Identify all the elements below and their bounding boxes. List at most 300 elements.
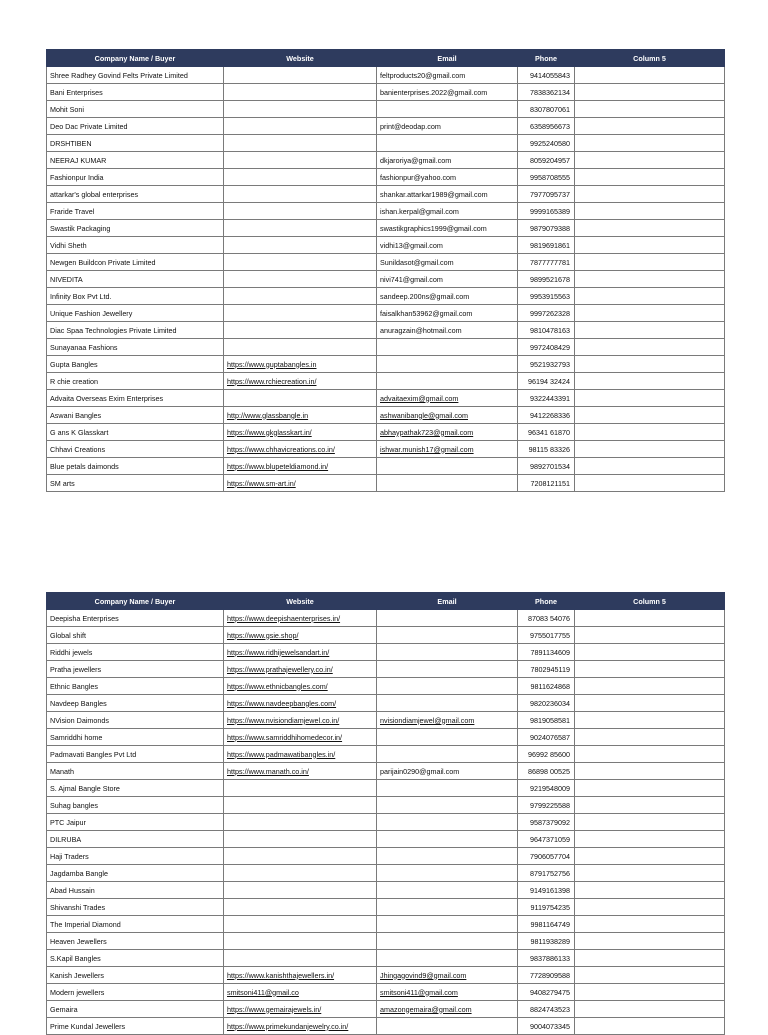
company-cell: DILRUBA [47, 831, 224, 848]
header-column-5: Column 5 [575, 50, 725, 67]
website-cell [224, 67, 377, 84]
phone-cell: 9521932793 [518, 356, 575, 373]
email-cell: anuragzain@hotmail.com [377, 322, 518, 339]
email-cell [377, 746, 518, 763]
column-5-cell [575, 441, 725, 458]
email-cell: fashionpur@yahoo.com [377, 169, 518, 186]
phone-cell: 9004073345 [518, 1018, 575, 1035]
header-phone: Phone [518, 593, 575, 610]
company-cell: Abad Hussain [47, 882, 224, 899]
company-cell: S.Kapil Bangles [47, 950, 224, 967]
email-cell [377, 101, 518, 118]
header-website: Website [224, 50, 377, 67]
table-row [47, 712, 725, 729]
phone-cell: 9414055843 [518, 67, 575, 84]
phone-cell: 98115 83326 [518, 441, 575, 458]
website-cell [224, 848, 377, 865]
column-5-cell [575, 712, 725, 729]
company-cell: Jagdamba Bangle [47, 865, 224, 882]
phone-cell: 9024076587 [518, 729, 575, 746]
website-cell[interactable]: https://www.rchiecreation.in/ [224, 373, 377, 390]
column-5-cell [575, 1001, 725, 1018]
column-5-cell [575, 254, 725, 271]
company-cell: Vidhi Sheth [47, 237, 224, 254]
column-5-cell [575, 678, 725, 695]
phone-cell: 7877777781 [518, 254, 575, 271]
email-cell [377, 831, 518, 848]
email-cell[interactable]: ishwar.munish17@gmail.com [377, 441, 518, 458]
email-cell[interactable]: nvisiondiamjewel@gmail.com [377, 712, 518, 729]
column-5-cell [575, 899, 725, 916]
table-row [47, 424, 725, 441]
website-cell[interactable]: smitsoni411@gmail.co [224, 984, 377, 1001]
column-5-cell [575, 458, 725, 475]
website-cell [224, 118, 377, 135]
header-email: Email [377, 50, 518, 67]
table-row [47, 441, 725, 458]
company-cell: Fraride Travel [47, 203, 224, 220]
column-5-cell [575, 780, 725, 797]
column-5-cell [575, 373, 725, 390]
company-cell: PTC Jaipur [47, 814, 224, 831]
phone-cell: 9412268336 [518, 407, 575, 424]
table-row [47, 678, 725, 695]
table-row [47, 220, 725, 237]
column-5-cell [575, 882, 725, 899]
email-cell: nivi741@gmail.com [377, 271, 518, 288]
header-column-5: Column 5 [575, 593, 725, 610]
website-cell[interactable]: https://www.ridhijewelsandart.in/ [224, 644, 377, 661]
company-cell: Diac Spaa Technologies Private Limited [47, 322, 224, 339]
column-5-cell [575, 101, 725, 118]
email-cell [377, 627, 518, 644]
company-cell: NIVEDITA [47, 271, 224, 288]
column-5-cell [575, 797, 725, 814]
website-cell [224, 169, 377, 186]
table-row [47, 271, 725, 288]
phone-cell: 9119754235 [518, 899, 575, 916]
email-cell [377, 135, 518, 152]
company-cell: S. Ajmal Bangle Store [47, 780, 224, 797]
phone-cell: 7906057704 [518, 848, 575, 865]
email-cell: faisalkhan53962@gmail.com [377, 305, 518, 322]
column-5-cell [575, 695, 725, 712]
company-cell: Newgen Buildcon Private Limited [47, 254, 224, 271]
website-cell[interactable]: https://www.gkglasskart.in/ [224, 424, 377, 441]
company-cell: Unique Fashion Jewellery [47, 305, 224, 322]
phone-cell: 86898 00525 [518, 763, 575, 780]
website-cell [224, 288, 377, 305]
website-cell[interactable]: https://www.deepishaenterprises.in/ [224, 610, 377, 627]
website-cell [224, 237, 377, 254]
column-5-cell [575, 1018, 725, 1035]
company-cell: Suhag bangles [47, 797, 224, 814]
company-cell: NVision Daimonds [47, 712, 224, 729]
column-5-cell [575, 305, 725, 322]
phone-cell: 9322443391 [518, 390, 575, 407]
phone-cell: 8059204957 [518, 152, 575, 169]
website-cell [224, 135, 377, 152]
website-cell [224, 916, 377, 933]
company-cell: Heaven Jewellers [47, 933, 224, 950]
table-row [47, 627, 725, 644]
email-cell [377, 933, 518, 950]
column-5-cell [575, 424, 725, 441]
company-cell: DRSHTIBEN [47, 135, 224, 152]
email-cell [377, 780, 518, 797]
column-5-cell [575, 848, 725, 865]
company-cell: attarkar's global enterprises [47, 186, 224, 203]
phone-cell: 9219548009 [518, 780, 575, 797]
email-cell [377, 356, 518, 373]
phone-cell: 7728909588 [518, 967, 575, 984]
table-row [47, 373, 725, 390]
column-5-cell [575, 186, 725, 203]
table-row [47, 729, 725, 746]
company-cell: Global shift [47, 627, 224, 644]
table-row [47, 322, 725, 339]
email-cell: print@deodap.com [377, 118, 518, 135]
column-5-cell [575, 831, 725, 848]
website-cell[interactable]: https://www.sm-art.in/ [224, 475, 377, 492]
company-cell: Swastik Packaging [47, 220, 224, 237]
website-cell [224, 882, 377, 899]
website-cell [224, 797, 377, 814]
table-row [47, 475, 725, 492]
table-row [47, 865, 725, 882]
phone-cell: 9810478163 [518, 322, 575, 339]
phone-cell: 6358956673 [518, 118, 575, 135]
website-cell [224, 271, 377, 288]
phone-cell: 87083 54076 [518, 610, 575, 627]
email-cell[interactable]: ashwanibangle@gmail.com [377, 407, 518, 424]
table-row [47, 186, 725, 203]
company-cell: Ethnic Bangles [47, 678, 224, 695]
website-cell [224, 220, 377, 237]
column-5-cell [575, 763, 725, 780]
website-cell[interactable]: https://www.gemairajewels.in/ [224, 1001, 377, 1018]
website-cell [224, 322, 377, 339]
phone-cell: 9811624868 [518, 678, 575, 695]
column-5-cell [575, 203, 725, 220]
company-cell: Prime Kundal Jewellers [47, 1018, 224, 1035]
table-row [47, 848, 725, 865]
table-row [47, 746, 725, 763]
phone-cell: 9819691861 [518, 237, 575, 254]
phone-cell: 9408279475 [518, 984, 575, 1001]
table-row [47, 916, 725, 933]
email-cell: feltproducts20@gmail.com [377, 67, 518, 84]
table-row [47, 67, 725, 84]
company-cell: Samriddhi home [47, 729, 224, 746]
column-5-cell [575, 729, 725, 746]
company-cell: Mohit Soni [47, 101, 224, 118]
company-cell: Pratha jewellers [47, 661, 224, 678]
website-cell [224, 814, 377, 831]
email-cell: swastikgraphics1999@gmail.com [377, 220, 518, 237]
table-row [47, 84, 725, 101]
website-cell [224, 101, 377, 118]
email-cell[interactable]: smitsoni411@gmail.com [377, 984, 518, 1001]
table-row [47, 390, 725, 407]
phone-cell: 8824743523 [518, 1001, 575, 1018]
email-cell [377, 373, 518, 390]
website-cell[interactable]: https://www.guptabangles.in [224, 356, 377, 373]
column-5-cell [575, 220, 725, 237]
email-cell[interactable]: Jhingagovind9@gmail.com [377, 967, 518, 984]
column-5-cell [575, 610, 725, 627]
column-5-cell [575, 237, 725, 254]
company-cell: Kanish Jewellers [47, 967, 224, 984]
phone-cell: 9997262328 [518, 305, 575, 322]
table-row [47, 882, 725, 899]
contacts-table-2 [46, 592, 725, 1035]
phone-cell: 9981164749 [518, 916, 575, 933]
column-5-cell [575, 916, 725, 933]
company-cell: SM arts [47, 475, 224, 492]
phone-cell: 9799225588 [518, 797, 575, 814]
table-row [47, 288, 725, 305]
header-row [47, 50, 725, 67]
table-row [47, 339, 725, 356]
email-cell [377, 644, 518, 661]
company-cell: G ans K Glasskart [47, 424, 224, 441]
table-row [47, 305, 725, 322]
table-row [47, 831, 725, 848]
phone-cell: 7977095737 [518, 186, 575, 203]
email-cell [377, 610, 518, 627]
phone-cell: 9837886133 [518, 950, 575, 967]
email-cell: parijain0290@gmail.com [377, 763, 518, 780]
column-5-cell [575, 271, 725, 288]
header-company: Company Name / Buyer [47, 50, 224, 67]
company-cell: Fashionpur India [47, 169, 224, 186]
header-company: Company Name / Buyer [47, 593, 224, 610]
phone-cell: 96992 85600 [518, 746, 575, 763]
phone-cell: 7891134609 [518, 644, 575, 661]
table-row [47, 118, 725, 135]
table-row [47, 933, 725, 950]
column-5-cell [575, 644, 725, 661]
table-row [47, 967, 725, 984]
website-cell [224, 831, 377, 848]
table-row [47, 814, 725, 831]
website-cell [224, 950, 377, 967]
table-row [47, 203, 725, 220]
website-cell[interactable]: https://www.samriddhihomedecor.in/ [224, 729, 377, 746]
table-row [47, 356, 725, 373]
website-cell [224, 780, 377, 797]
website-cell [224, 339, 377, 356]
phone-cell: 9899521678 [518, 271, 575, 288]
email-cell [377, 339, 518, 356]
table-row [47, 152, 725, 169]
email-cell: ishan.kerpal@gmail.com [377, 203, 518, 220]
company-cell: Aswani Bangles [47, 407, 224, 424]
table-row [47, 169, 725, 186]
email-cell[interactable]: abhaypathak723@gmail.com [377, 424, 518, 441]
website-cell[interactable]: https://www.chhavicreations.co.in/ [224, 441, 377, 458]
website-cell[interactable]: https://www.prathajewellery.co.in/ [224, 661, 377, 678]
column-5-cell [575, 118, 725, 135]
company-cell: Chhavi Creations [47, 441, 224, 458]
email-cell [377, 899, 518, 916]
website-cell [224, 84, 377, 101]
phone-cell: 9755017755 [518, 627, 575, 644]
table-row [47, 950, 725, 967]
contacts-table-1 [46, 49, 725, 492]
phone-cell: 9647371059 [518, 831, 575, 848]
company-cell: Advaita Overseas Exim Enterprises [47, 390, 224, 407]
phone-cell: 9820236034 [518, 695, 575, 712]
website-cell[interactable]: https://www.blupeteldiamond.in/ [224, 458, 377, 475]
table-row [47, 644, 725, 661]
column-5-cell [575, 627, 725, 644]
column-5-cell [575, 288, 725, 305]
column-5-cell [575, 746, 725, 763]
phone-cell: 96194 32424 [518, 373, 575, 390]
website-cell[interactable]: https://www.gsie.shop/ [224, 627, 377, 644]
phone-cell: 9819058581 [518, 712, 575, 729]
website-cell[interactable]: https://www.primekundanjewelry.co.in/ [224, 1018, 377, 1035]
column-5-cell [575, 169, 725, 186]
phone-cell: 7208121151 [518, 475, 575, 492]
column-5-cell [575, 339, 725, 356]
website-cell[interactable]: https://www.ethnicbangles.com/ [224, 678, 377, 695]
table-row [47, 1018, 725, 1035]
company-cell: Bani Enterprises [47, 84, 224, 101]
website-cell [224, 254, 377, 271]
column-5-cell [575, 152, 725, 169]
phone-cell: 8791752756 [518, 865, 575, 882]
company-cell: Manath [47, 763, 224, 780]
email-cell [377, 916, 518, 933]
company-cell: Riddhi jewels [47, 644, 224, 661]
table-row [47, 780, 725, 797]
company-cell: Haji Traders [47, 848, 224, 865]
phone-cell: 9892701534 [518, 458, 575, 475]
website-cell[interactable]: https://www.padmawatibangles.in/ [224, 746, 377, 763]
company-cell: R chie creation [47, 373, 224, 390]
column-5-cell [575, 967, 725, 984]
company-cell: Navdeep Bangles [47, 695, 224, 712]
company-cell: Blue petals daimonds [47, 458, 224, 475]
company-cell: Infinity Box Pvt Ltd. [47, 288, 224, 305]
website-cell[interactable]: http://www.glassbangle.in [224, 407, 377, 424]
header-email: Email [377, 593, 518, 610]
column-5-cell [575, 814, 725, 831]
email-cell: dkjaroriya@gmail.com [377, 152, 518, 169]
company-cell: Deo Dac Private Limited [47, 118, 224, 135]
phone-cell: 7838362134 [518, 84, 575, 101]
phone-cell: 96341 61870 [518, 424, 575, 441]
email-cell [377, 882, 518, 899]
website-cell[interactable]: https://www.kanishthajewellers.in/ [224, 967, 377, 984]
table-row [47, 984, 725, 1001]
column-5-cell [575, 67, 725, 84]
email-cell: vidhi13@gmail.com [377, 237, 518, 254]
phone-cell: 9587379092 [518, 814, 575, 831]
email-cell[interactable]: amazongemaira@gmail.com [377, 1001, 518, 1018]
column-5-cell [575, 322, 725, 339]
website-cell[interactable]: https://www.manath.co.in/ [224, 763, 377, 780]
email-cell[interactable]: advaitaexim@gmail.com [377, 390, 518, 407]
table-row [47, 695, 725, 712]
phone-cell: 9925240580 [518, 135, 575, 152]
email-cell [377, 814, 518, 831]
table-row [47, 407, 725, 424]
company-cell: The Imperial Diamond [47, 916, 224, 933]
table-row [47, 101, 725, 118]
email-cell [377, 475, 518, 492]
header-phone: Phone [518, 50, 575, 67]
email-cell [377, 458, 518, 475]
website-cell [224, 933, 377, 950]
email-cell: shankar.attarkar1989@gmail.com [377, 186, 518, 203]
phone-cell: 9999165389 [518, 203, 575, 220]
company-cell: Deepisha Enterprises [47, 610, 224, 627]
column-5-cell [575, 933, 725, 950]
website-cell [224, 186, 377, 203]
website-cell [224, 305, 377, 322]
column-5-cell [575, 950, 725, 967]
email-cell: Sunildasot@gmail.com [377, 254, 518, 271]
table-row [47, 135, 725, 152]
table-row [47, 254, 725, 271]
table-row [47, 458, 725, 475]
phone-cell: 7802945119 [518, 661, 575, 678]
company-cell: Sunayanaa Fashions [47, 339, 224, 356]
header-website: Website [224, 593, 377, 610]
website-cell [224, 899, 377, 916]
column-5-cell [575, 984, 725, 1001]
phone-cell: 9972408429 [518, 339, 575, 356]
column-5-cell [575, 84, 725, 101]
company-cell: Gupta Bangles [47, 356, 224, 373]
company-cell: NEERAJ KUMAR [47, 152, 224, 169]
email-cell [377, 865, 518, 882]
website-cell [224, 390, 377, 407]
email-cell [377, 848, 518, 865]
email-cell [377, 1018, 518, 1035]
column-5-cell [575, 475, 725, 492]
company-cell: Gemaira [47, 1001, 224, 1018]
company-cell: Padmavati Bangles Pvt Ltd [47, 746, 224, 763]
column-5-cell [575, 661, 725, 678]
header-row [47, 593, 725, 610]
table-row [47, 763, 725, 780]
company-cell: Modern jewellers [47, 984, 224, 1001]
table-row [47, 237, 725, 254]
table-row [47, 610, 725, 627]
email-cell [377, 695, 518, 712]
website-cell[interactable]: https://www.nvisiondiamjewel.co.in/ [224, 712, 377, 729]
column-5-cell [575, 865, 725, 882]
company-cell: Shree Radhey Govind Felts Private Limited [47, 67, 224, 84]
website-cell [224, 152, 377, 169]
email-cell [377, 729, 518, 746]
website-cell [224, 865, 377, 882]
email-cell [377, 950, 518, 967]
email-cell [377, 678, 518, 695]
column-5-cell [575, 356, 725, 373]
column-5-cell [575, 135, 725, 152]
email-cell [377, 661, 518, 678]
email-cell: banienterprises.2022@gmail.com [377, 84, 518, 101]
website-cell[interactable]: https://www.navdeepbangles.com/ [224, 695, 377, 712]
website-cell [224, 203, 377, 220]
column-5-cell [575, 407, 725, 424]
